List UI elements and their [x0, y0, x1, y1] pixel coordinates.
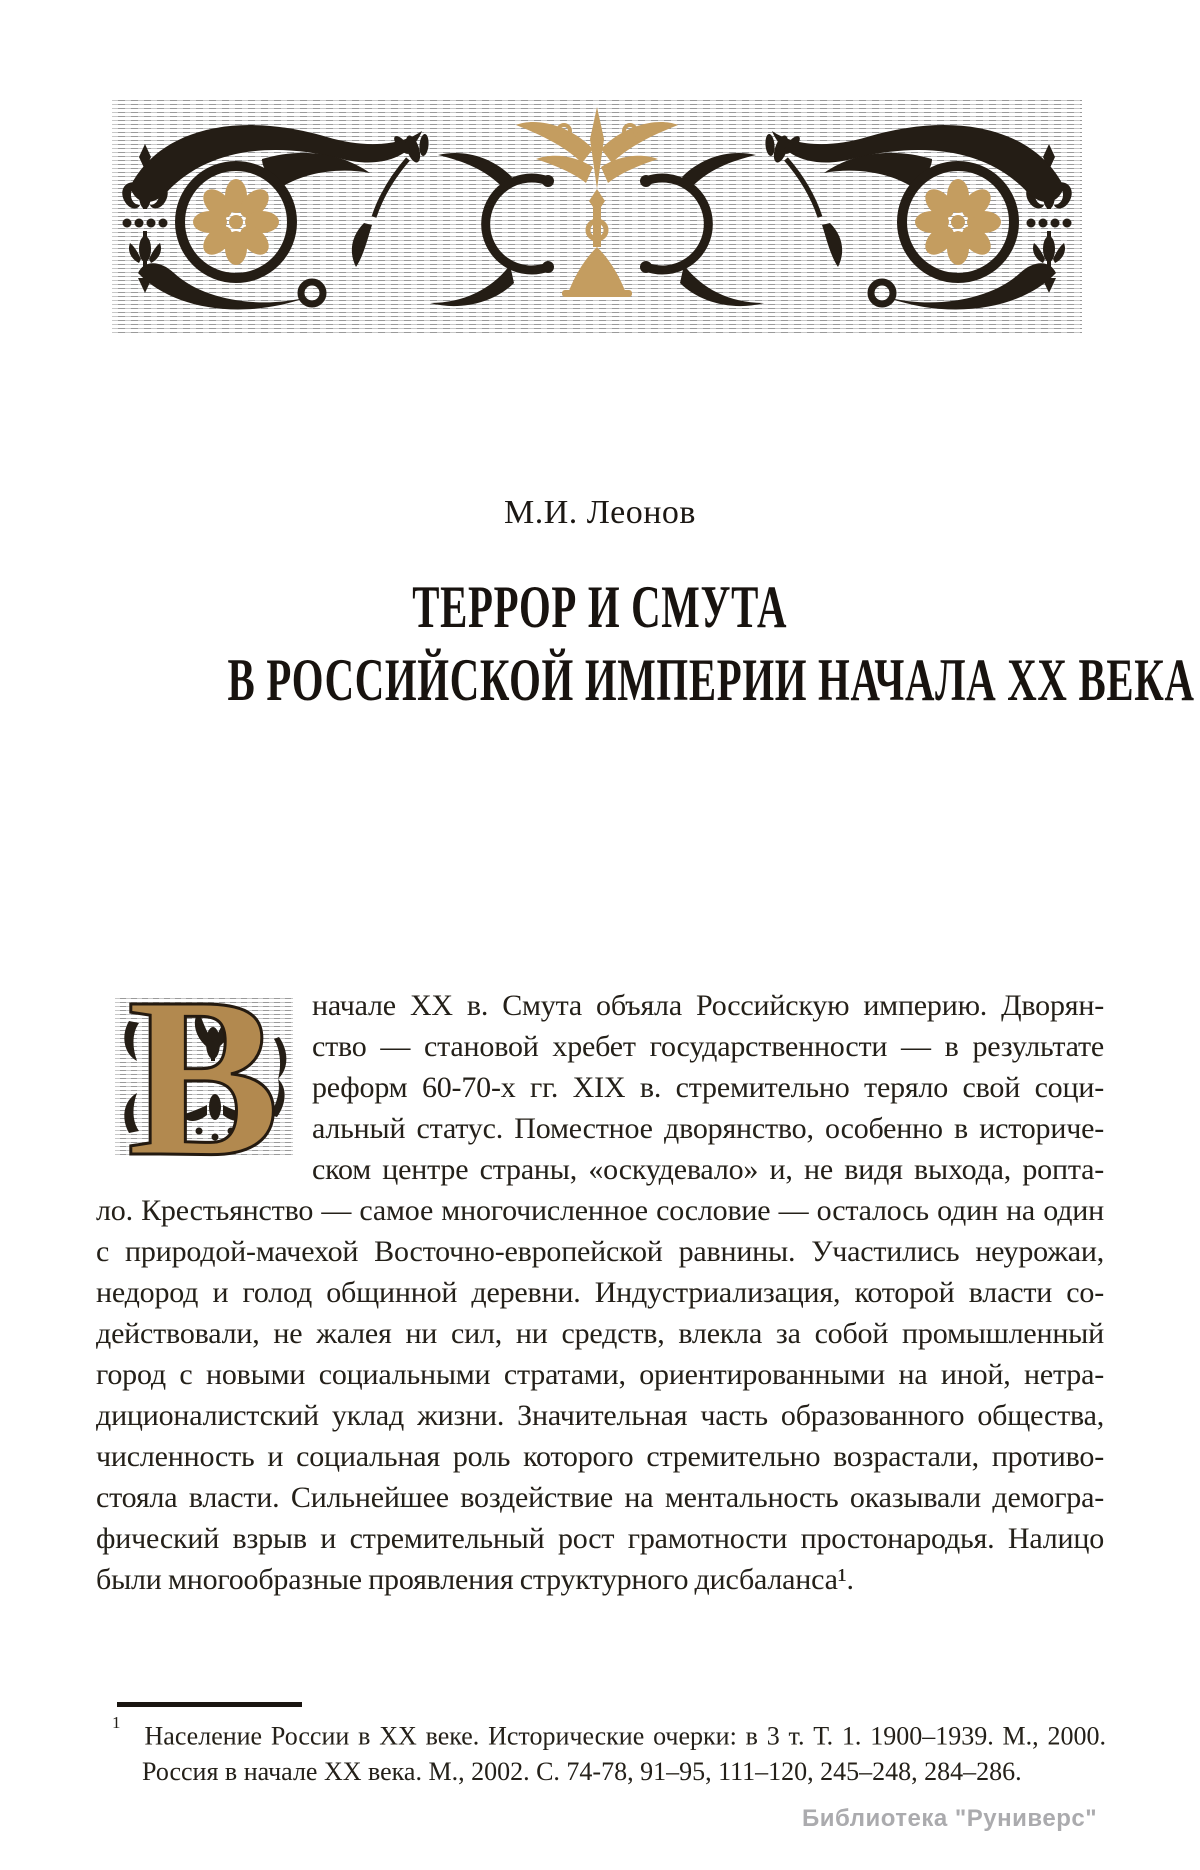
body-line: были многообразные проявления структурного дисбаланса¹. — [96, 1563, 854, 1596]
title-line-1: ТЕРРОР И СМУТА — [412, 574, 788, 640]
body-line: фический взрыв и стремительный рост грамотности простонародья. Налицо — [96, 1522, 1104, 1555]
footnote-text: Население России в XX веке. Исторические очерки: в 3 т. Т. 1. 1900–1939. М., 2000. — [144, 1721, 1106, 1751]
article-title — [0, 571, 1200, 717]
body-line: действовали, не жалея ни сил, ни средств, влекла за собой промышленный — [96, 1317, 1104, 1350]
title-line-2: В РОССИЙСКОЙ ИМПЕРИИ НАЧАЛА XX ВЕКА — [227, 647, 1195, 713]
footnote-line: Россия в начале XX века. М., 2002. С. 74-78, 91–95, 111–120, 245–248, 284–286. — [142, 1756, 1022, 1786]
floral-ornament-icon — [112, 97, 1082, 333]
body-line: реформ 60-70-х гг. XIX в. стремительно теряло свой соци- — [312, 1071, 1104, 1104]
body-line: альный статус. Поместное дворянство, особенно в историче- — [312, 1112, 1104, 1145]
body-line: начале XX в. Смута объяла Российскую империю. Дворян- — [312, 989, 1104, 1022]
dropcap-letter: В — [127, 950, 280, 1204]
body-line: с природой-мачехой Восточно-европейской равнины. Участились неурожаи, — [96, 1235, 1104, 1268]
footnote — [96, 1712, 1106, 1789]
body-line: ство — становой хребет государственности — в результате — [312, 1030, 1104, 1063]
footnote-line — [112, 1712, 1106, 1754]
body-line: численность и социальная роль которого стремительно возрастали, противо- — [96, 1440, 1104, 1473]
drop-cap — [115, 950, 293, 1204]
body-line: город с новыми социальными стратами, ориентированными на иной, нетра- — [96, 1358, 1104, 1391]
watermark: Библиотека "Руниверс" — [802, 1805, 1098, 1832]
body-line: ло. Крестьянство — самое многочисленное сословие — осталось один на один — [96, 1194, 1104, 1227]
article-body — [96, 950, 1104, 1600]
body-line: недород и голод общинной деревни. Индустриализация, которой власти со- — [96, 1276, 1104, 1309]
author-name: М.И. Леонов — [504, 494, 696, 531]
body-line: стояла власти. Сильнейшее воздействие на ментальность оказывали демогра- — [96, 1481, 1104, 1514]
body-line: диционалистский уклад жизни. Значительная часть образованного общества, — [96, 1399, 1104, 1432]
footnote-rule — [117, 1702, 302, 1707]
footnote-marker: 1 — [112, 1713, 121, 1732]
body-line: ском центре страны, «оскудевало» и, не видя выхода, ропта- — [312, 1153, 1104, 1186]
header-ornament — [112, 97, 1082, 333]
